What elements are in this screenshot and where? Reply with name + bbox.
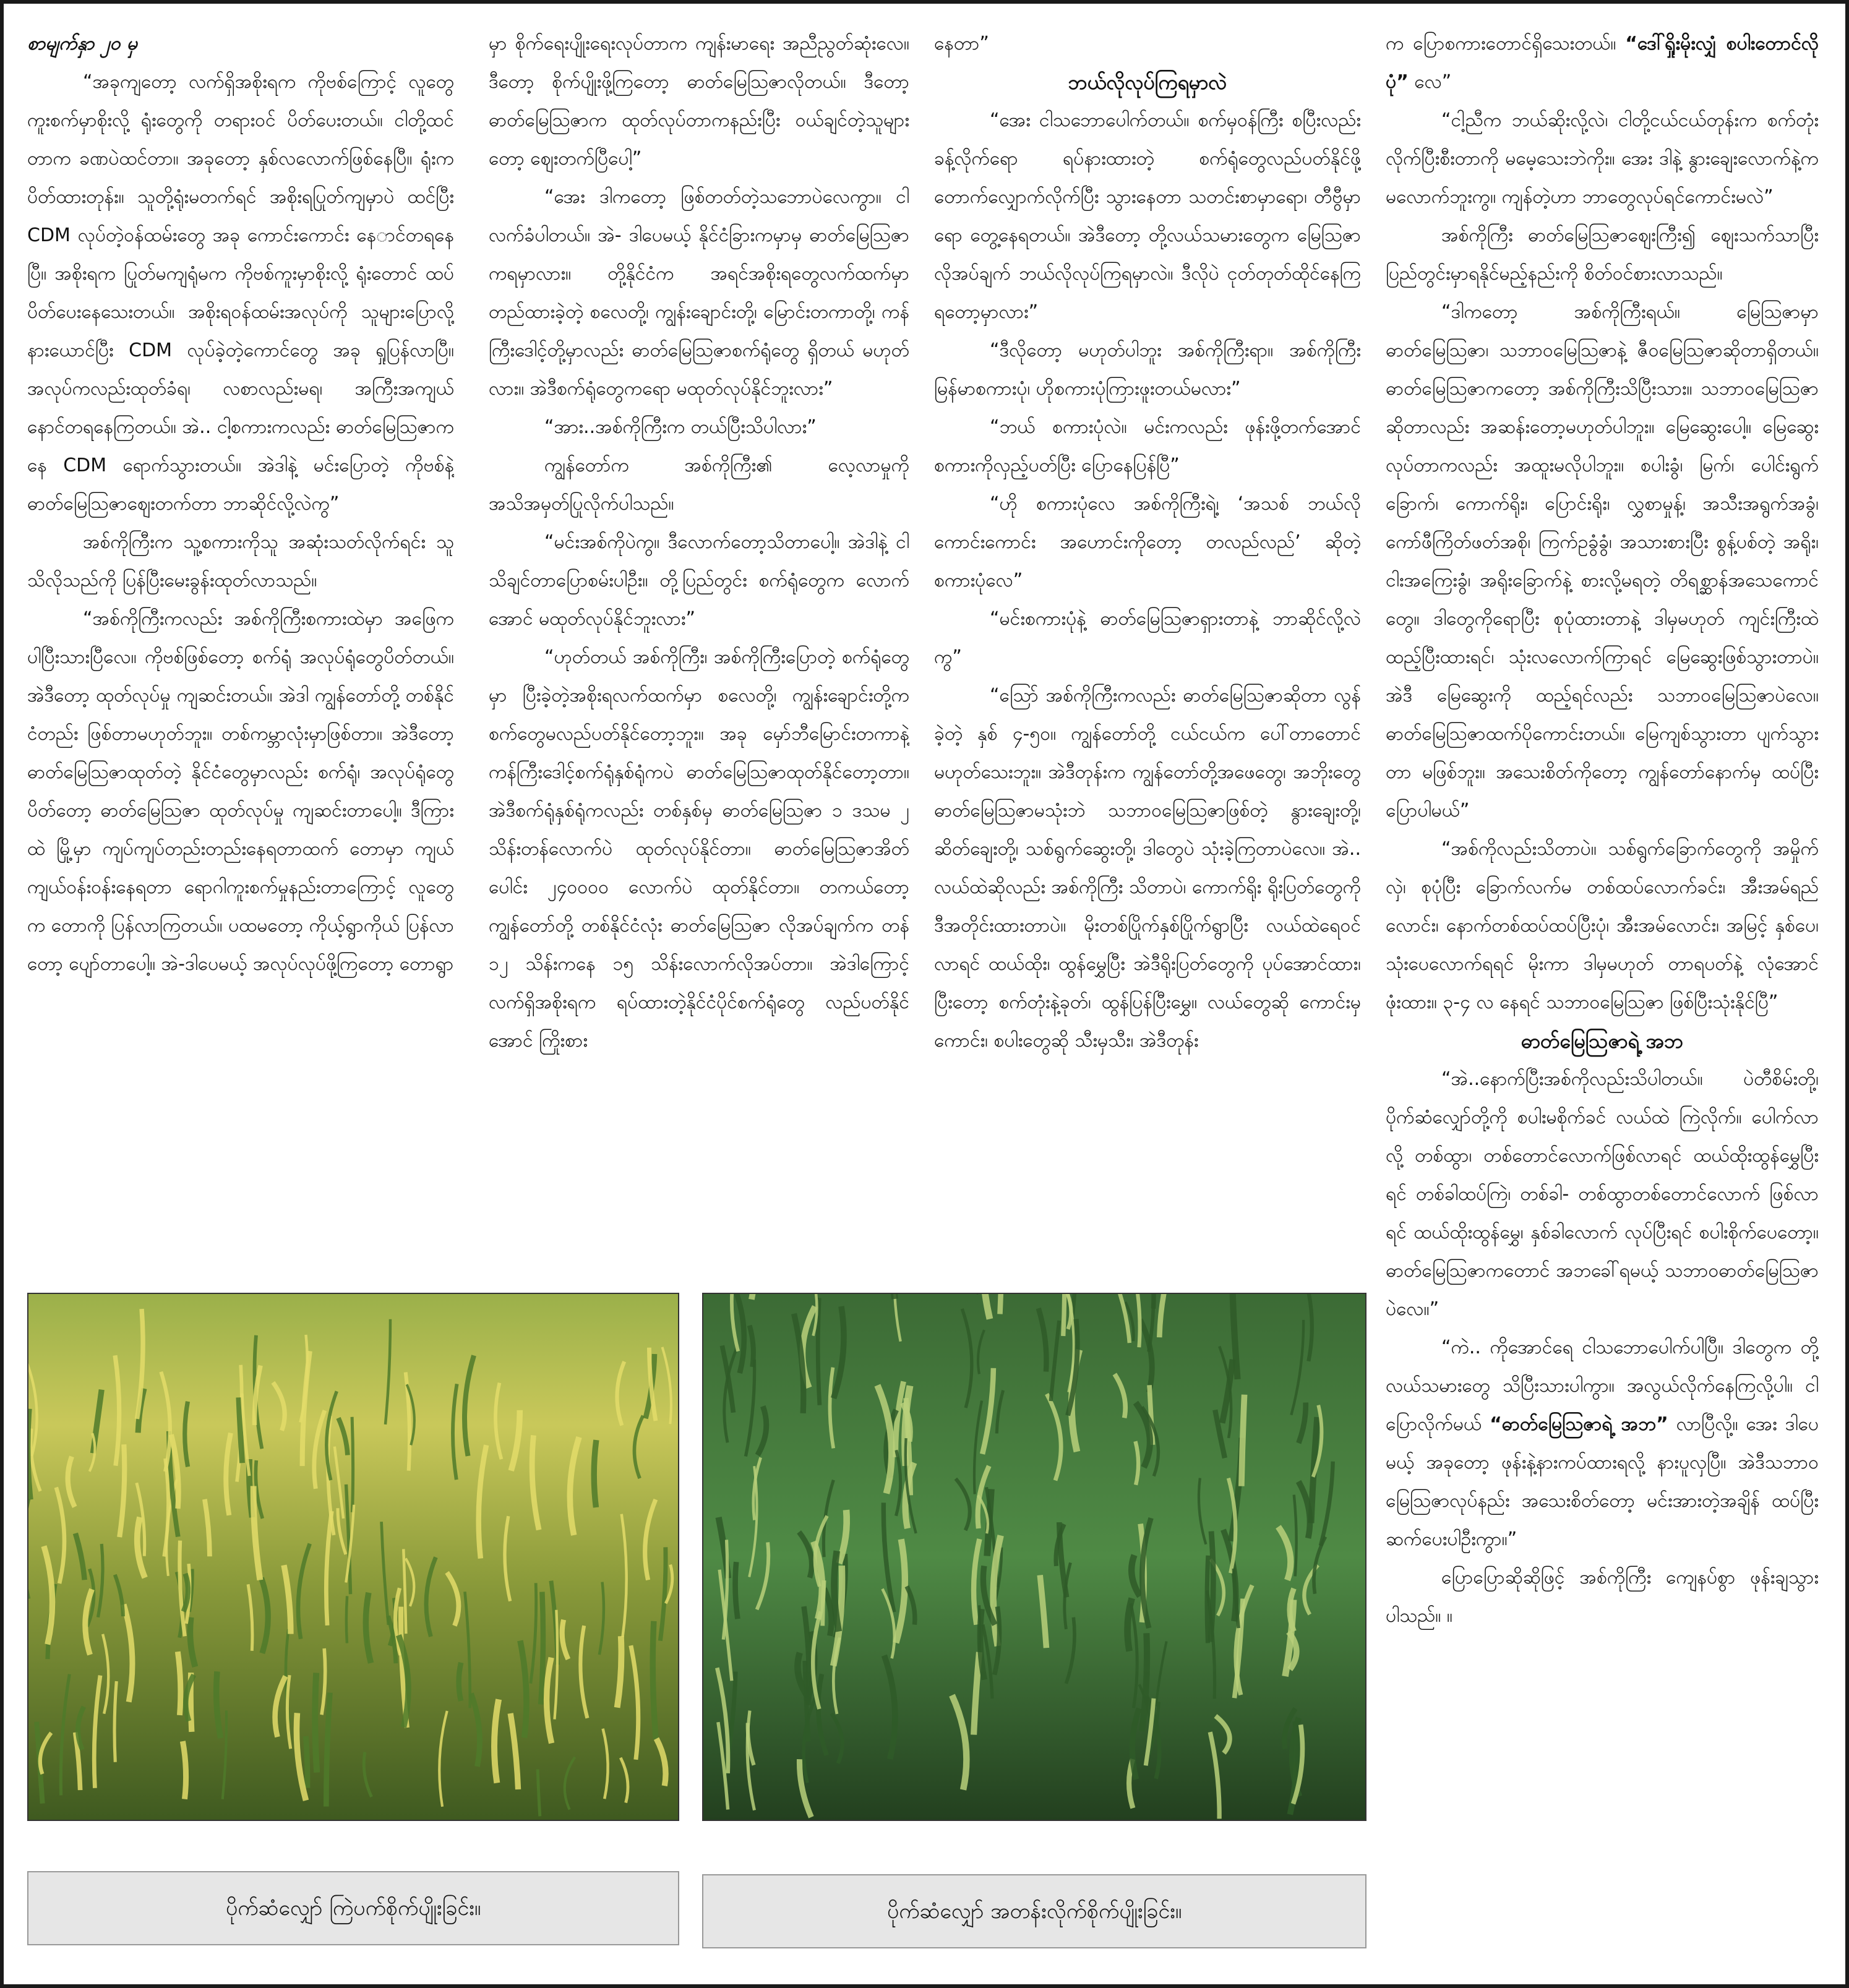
- field-photo-graphic: [703, 1294, 1365, 1820]
- plant-stalk: [594, 1440, 596, 1507]
- paragraph: [1386, 25, 1819, 101]
- plant-stalk: [736, 1562, 738, 1619]
- bold-quote: “ဓာတ်မြေဩဇာရဲ့ အဘ”: [1490, 1413, 1668, 1435]
- paragraph: “မင်းအစ်ကိုပဲကွ။ ဒီလောက်တော့သိတာပေါ့။ အဲဒါနဲ့ ငါသိချင်တာပြောစမ်းပါဦး။ တို့ပြည်တွင်း စက်ရုံတွေက လောက်အောင် မထုတ်လုပ်နိုင်ဘူးလား”: [489, 531, 909, 630]
- paragraph: “အဲ..နောက်ပြီးအစ်ကိုလည်းသိပါတယ်။ ပဲတီစိမ်းတို့၊ ပိုက်ဆံလျှော်တို့ကို စပါးမစိုက်ခင် လယ်ထဲ ကြဲလိုက်။ ပေါက်လာလို့ တစ်ထွာ၊ တစ်တောင်လောက်ဖြစ်လာရင် ထယ်ထိုးထွန်မွှေပြီးရင် တစ်ခါထပ်ကြဲ၊ တစ်ခါ- တစ်ထွာတစ်တောင်လောက် ဖြစ်လာရင် ထယ်ထိုးထွန်မွှေ၊ နှစ်ခါလောက် လုပ်ပြီးရင် စပါးစိုက်ပေတော့။ ဓာတ်မြေဩဇာကတောင် အဘခေါ်ရမယ့် သဘာဝဓာတ်မြေဩဇာပဲလေ။”: [1386, 1068, 1819, 1320]
- plant-stalk: [653, 1621, 656, 1739]
- paragraph: အစ်ကိုကြီး ဓာတ်မြေဩဇာဈေးကြီး၍ ဈေးသက်သာပြီး ပြည်တွင်းမှာရနိုင်မည့်နည်းကို စိတ်ဝင်စားလာသည်။: [1386, 225, 1819, 285]
- paragraph: “ဒီလိုတော့ မဟုတ်ပါဘူး အစ်ကိုကြီးရာ။ အစ်ကိုကြီး မြန်မာစကားပုံ၊ ဟိုစကားပုံကြားဖူးတယ်မလား”: [934, 340, 1361, 400]
- text-run: က ပြောစကားတောင်ရှိသေးတယ်။: [1386, 33, 1626, 54]
- article-column-4: [1386, 25, 1819, 1961]
- paragraph: “မင်းစကားပုံနဲ့ ဓာတ်မြေဩဇာရှားတာနဲ့ ဘာဆိုင်လို့လဲကွ”: [934, 608, 1361, 668]
- paragraph: “အစ်ကိုကြီးကလည်း အစ်ကိုကြီးစကားထဲမှာ အဖြေကပါပြီးသားပြီလေ။ ကိုဗစ်ဖြစ်တော့ စက်ရုံ အလုပ်ရုံတွေပိတ်တယ်။ အဲဒီတော့ ထုတ်လုပ်မှု ကျဆင်းတယ်။ အဲဒါ ကျွန်တော်တို့ တစ်နိုင်ငံတည်း ဖြစ်တာမဟုတ်ဘူး။ တစ်ကမ္ဘာလုံးမှာဖြစ်တာ။ အဲဒီတော့ ဓာတ်မြေဩဇာထုတ်တဲ့ နိုင်ငံတွေမှာလည်း စက်ရုံ၊ အလုပ်ရုံတွေပိတ်တော့ ဓာတ်မြေဩဇာ ထုတ်လုပ်မှု ကျဆင်းတာပေါ့။ ဒီကြားထဲ မြို့မှာ ကျပ်ကျပ်တည်းတည်းနေရတာထက် တောမှာ ကျယ်ကျယ်ဝန်းဝန်းနေရတာ ရောဂါကူးစက်မှုနည်းတာကြောင့် လူတွေက တောကို ပြန်လာကြတယ်။ ပထမတော့ ကိုယ့်ရွာကိုယ် ပြန်လာတော့ ပျော်တာပေါ့။ အဲ-ဒါပေမယ့် အလုပ်လုပ်ဖို့ကြတော့ တောရွာ: [27, 608, 454, 975]
- paragraph: နေတာ”: [934, 33, 989, 54]
- page-continuation-label: စာမျက်နှာ ၂၀ မှ: [27, 33, 137, 54]
- paragraph: [1386, 1329, 1819, 1559]
- plant-stalk: [541, 1592, 543, 1705]
- article-column-3: [934, 25, 1361, 1280]
- paragraph: “ငါ့ညီက ဘယ်ဆိုးလို့လဲ၊ ငါတို့ငယ်ငယ်တုန်းက စက်တုံးလိုက်ပြီးစီးတာကို မမေ့သေးဘဲကိုး။ အေး ဒါနဲ့ နွားချေးလောက်နဲ့က မလောက်ဘူးကွ။ ကျန်တဲ့ဟာ ဘာတွေလုပ်ရင်ကောင်းမလဲ”: [1386, 109, 1819, 208]
- paragraph: “ဘယ် စကားပုံလဲ။ မင်းကလည်း ဖုန်းဖို့တက်အောင် စကားကိုလှည့်ပတ်ပြီး ပြောနေပြန်ပြီ”: [934, 416, 1361, 476]
- plant-stalk: [306, 1736, 307, 1788]
- plant-stalk: [178, 1652, 181, 1715]
- paragraph: ကျွန်တော်က အစ်ကိုကြီး၏ လေ့လာမှုကို အသိအမှတ်ပြုလိုက်ပါသည်။: [489, 455, 909, 515]
- plant-stalk: [1211, 1532, 1214, 1642]
- bold-quote: “ဒေါ်ရှိုးမိုးလျှံ စပါးတောင်လိုပုံ”: [1386, 33, 1819, 93]
- article-column-2: [489, 25, 909, 1280]
- plant-stalk: [346, 1596, 347, 1643]
- plant-stalk: [1000, 1294, 1002, 1314]
- plant-stalk: [352, 1417, 353, 1512]
- paragraph: မှာ စိုက်ရေးပျိုးရေးလုပ်တာက ကျန်းမာရေး အညီညွတ်ဆုံးလေ။ ဒီတော့ စိုက်ပျိုးဖို့ကြတော့ ဓာတ်မြေဩဇာလိုတယ်။ ဒီတော့ ဓာတ်မြေဩဇာက ထုတ်လုပ်တာကနည်းပြီး ဝယ်ချင်တဲ့သူများတော့ ဈေးတက်ပြီပေါ့”: [489, 33, 909, 169]
- section-heading: ဘယ်လိုလုပ်ကြရမှာလဲ: [1068, 71, 1227, 94]
- paragraph: “အား..အစ်ကိုကြီးက တယ်ပြီးသိပါလား”: [544, 416, 817, 438]
- plant-stalk: [1063, 1294, 1065, 1336]
- paragraph: “ဒါကတော့ အစ်ကိုကြီးရယ်။ မြေဩဇာမှာ ဓာတ်မြေဩဇာ၊ သဘာဝမြေဩဇာနဲ့ ဇီဝမြေဩဇာဆိုတာရှိတယ်။ ဓာတ်မြေဩဇာကတော့ အစ်ကိုကြီးသိပြီးသား။ သဘာဝမြေဩဇာဆိုတာလည်း အဆန်းတော့မဟုတ်ပါဘူး။ မြေဆွေးပေါ့။ မြေဆွေးလုပ်တာကလည်း အထူးမလိုပါဘူး။ စပါးခွံ၊ မြက်၊ ပေါင်းရွက်ခြောက်၊ ကောက်ရိုး၊ ပြောင်းရိုး၊ လွှစာမှုန့်၊ အသီးအရွက်အခွံ၊ ကော်ဖီကြိတ်ဖတ်အစို၊ ကြက်ဥခွံခွံ၊ အသားစားပြီး စွန့်ပစ်တဲ့ အရိုး၊ ငါးအကြေးခွံ၊ အရိုးခြောက်နဲ့ စားလို့မရတဲ့ တိရစ္ဆာန်အသေကောင်တွေ။ ဒါတွေကိုရောပြီး စုပုံထားတာနဲ့ ဒါမှမဟုတ် ကျင်းကြီးထဲ ထည့်ပြီးထားရင်၊ သုံးလလောက်ကြာရင် မြေဆွေးဖြစ်သွားတာပဲ။ အဲဒီ မြေဆွေးကို ထည့်ရင်လည်း သဘာဝမြေဩဇာပဲလေ။ ဓာတ်မြေဩဇာထက်ပိုကောင်းတယ်။ မြေကျစ်သွားတာ ပျက်သွားတာ မဖြစ်ဘူး။ အသေးစိတ်ကိုတော့ ကျွန်တော်နောက်မှ ထပ်ပြီး ပြောပါမယ်”: [1386, 301, 1819, 821]
- article-column-1: [27, 25, 454, 1280]
- plant-stalk: [823, 1580, 824, 1626]
- plant-stalk: [1207, 1556, 1208, 1643]
- text-run: လေ”: [1408, 71, 1452, 93]
- photo-row-planting: [702, 1293, 1366, 1821]
- paragraph: “အစ်ကိုလည်းသိတာပဲ။ သစ်ရွက်ခြောက်တွေကို အမှိုက်လှဲ၊ စုပုံပြီး ခြောက်လက်မ တစ်ထပ်လောက်ခင်း၊ အီးအမ်ရည်လောင်း၊ နောက်တစ်ထပ်ထပ်ပြီးပုံ၊ အီးအမ်လောင်း၊ အမြင့် နှစ်ပေ၊ သုံးပေလောက်ရရင် မိုးကာ ဒါမှမဟုတ် တာရပတ်နဲ့ လုံအောင်ဖုံးထား။ ၃-၄ လ နေရင် သဘာဝမြေဩဇာ ဖြစ်ပြီးသုံးနိုင်ပြီ”: [1386, 838, 1819, 1013]
- paragraph: “အေး ဒါကတော့ ဖြစ်တတ်တဲ့သဘောပဲလေကွာ။ ငါလက်ခံပါတယ်။ အဲ- ဒါပေမယ့် နိုင်ငံခြားကမှာမှ ဓာတ်မြေဩဇာကရမှာလား။ တို့နိုင်ငံက အရင်အစိုးရတွေလက်ထက်မှာ တည်ထားခဲ့တဲ့ စလေတို့၊ ကျွန်းချောင်းတို့၊ မြောင်းတကာတို့၊ ကန်ကြီးဒေါင့်တို့မှာလည်း ဓာတ်မြေဩဇာစက်ရုံတွေ ရှိတယ် မဟုတ်လား။ အဲဒီစက်ရုံတွေကရော မထုတ်လုပ်နိုင်ဘူးလား”: [489, 186, 909, 400]
- photo-broadcast-sowing: [27, 1293, 679, 1821]
- plant-stalk: [182, 1741, 186, 1799]
- paragraph: “အေး ငါသဘောပေါက်တယ်။ စက်မှဝန်ကြီး စပြီးလည်း ခန့်လိုက်ရော ရပ်နားထားတဲ့ စက်ရုံတွေလည်ပတ်နိုင်ဖို့ တောက်လျှောက်လိုက်ပြီး သွားနေတာ သတင်းစာမှာရော၊ တီဗွီမှာရော တွေ့နေရတယ်။ အဲဒီတော့ တို့လယ်သမားတွေက မြေဩဇာလိုအပ်ချက် ဘယ်လိုလုပ်ကြရမှာလဲ။ ဒီလိုပဲ ငုတ်တုတ်ထိုင်နေကြရတော့မှာလား”: [934, 109, 1361, 323]
- caption-photo-2: ပိုက်ဆံလျှော် အတန်းလိုက်စိုက်ပျိုးခြင်း။: [702, 1874, 1366, 1948]
- paragraph: ပြောပြောဆိုဆိုဖြင့် အစ်ကိုကြီး ကျေနပ်စွာ ဖုန်းချသွားပါသည်။ ။: [1386, 1567, 1819, 1627]
- plant-stalk: [1242, 1395, 1245, 1486]
- plant-stalk: [28, 1409, 30, 1500]
- section-heading: ဓာတ်မြေဩဇာရဲ့ အဘ: [1521, 1029, 1684, 1053]
- paragraph: “အခုကျတော့ လက်ရှိအစိုးရက ကိုဗစ်ကြောင့် လူတွေကူးစက်မှာစိုးလို့ ရုံးတွေကို တရားဝင် ပိတ်ပေးတယ်။ ငါတို့ထင်တာက ခဏပဲထင်တာ။ အခုတော့ နှစ်လလောက်ဖြစ်နေပြီ။ ရုံးက ပိတ်ထားတုန်း။ သူတို့ရုံးမတက်ရင် အစိုးရပြုတ်ကျမှာပဲ ထင်ပြီး CDM လုပ်တဲ့ဝန်ထမ်းတွေ အခု ကောင်းကောင်း နေ‌ာင်တရနေပြီ။ အစိုးရက ပြုတ်မကျရုံမက ကိုဗစ်ကူးမှာစိုးလို့ ရုံးတောင် ထပ်ပိတ်ပေးနေသေးတယ်။ အစိုးရဝန်ထမ်းအလုပ်ကို သူများပြောလို့ နားယောင်ပြီး CDM လုပ်ခဲ့တဲ့ကောင်တွေ အခု ရှုပြန်လာပြီ။ အလုပ်ကလည်းထုတ်ခံရ၊ လစာလည်းမရ၊ အကြီးအကျယ်နောင်တရနေကြတယ်။ အဲ.. ငါ့စကားကလည်း ဓာတ်မြေဩဇာကနေ CDM ရောက်သွားတယ်။ အဲဒါနဲ့ မင်းပြောတဲ့ ကိုဗစ်နဲ့ ဓာတ်မြေဩဇာဈေးတက်တာ ဘာဆိုင်လို့လဲကွ”: [27, 71, 454, 515]
- paragraph: “ဟို စကားပုံလေ အစ်ကိုကြီးရဲ့၊ ‘အသစ် ဘယ်လိုကောင်းကောင်း အဟောင်းကိုတော့ တလည်လည်’ ဆိုတဲ့ စကားပုံလေ”: [934, 493, 1361, 591]
- plant-stalk: [315, 1673, 317, 1773]
- caption-photo-1: ပိုက်ဆံလျှော် ကြဲပက်စိုက်ပျိုးခြင်း။: [27, 1871, 679, 1945]
- paragraph: “သြော် အစ်ကိုကြီးကလည်း ဓာတ်မြေဩဇာဆိုတာ လွန်ခဲ့တဲ့ နှစ် ၄-၅၀။ ကျွန်တော်တို့ ငယ်ငယ်က ပေါ်တာတောင်မဟုတ်သေးဘူး။ အဲဒီတုန်းက ကျွန်တော်တို့အဖေတွေ၊ အဘိုးတွေ ဓာတ်မြေဩဇာမသုံးဘဲ သဘာဝမြေဩဇာဖြစ်တဲ့ နွားချေးတို့၊ ဆိတ်ချေးတို့၊ သစ်ရွက်ဆွေးတို့၊ ဒါတွေပဲ သုံးခဲ့ကြတာပဲလေ။ အဲ.. လယ်ထဲဆိုလည်း အစ်ကိုကြီး သိတာပဲ၊ ကောက်ရိုး ရိုးပြတ်တွေကို ဒီအတိုင်းထားတာပဲ။ မိုးတစ်ပြိုက်နှစ်ပြိုက်ရွာပြီး လယ်ထဲရေဝင်လာရင် ထယ်ထိုး၊ ထွန်မွှေပြီး အဲဒီရိုးပြတ်တွေကို ပုပ်အောင်ထား၊ ပြီးတော့ စက်တုံးနဲ့ခုတ်၊ ထွန်ပြန်ပြီးမွှေ။ လယ်တွေဆို ကောင်းမှကောင်း၊ စပါးတွေဆို သီးမှသီး၊ အဲဒီတုန်း: [934, 685, 1361, 1052]
- plant-stalk: [818, 1298, 820, 1405]
- field-photo-graphic: [28, 1294, 678, 1820]
- paragraph: “ဟုတ်တယ် အစ်ကိုကြီး၊ အစ်ကိုကြီးပြောတဲ့ စက်ရုံတွေမှာ ပြီးခဲ့တဲ့အစိုးရလက်ထက်မှာ စလေတို့၊ ကျွန်းချောင်းတို့က စက်တွေမလည်ပတ်နိုင်တော့ဘူး။ အခု မှော်ဘီမြောင်းတကာနဲ့ ကန်ကြီးဒေါင့်စက်ရုံနှစ်ရုံကပဲ ဓာတ်မြေဩဇာထုတ်နိုင်တော့တာ။ အဲဒီစက်ရုံနှစ်ရုံကလည်း တစ်နှစ်မှ ဓာတ်မြေဩဇာ ၁ ဒသမ ၂ သိန်းတန်လောက်ပဲ ထုတ်လုပ်နိုင်တာ။ ဓာတ်မြေဩဇာအိတ်ပေါင်း ၂၄၀၀၀၀ လောက်ပဲ ထုတ်နိုင်တာ။ တကယ်တော့ ကျွန်တော်တို့ တစ်နိုင်ငံလုံး ဓာတ်မြေဩဇာ လိုအပ်ချက်က တန် ၁၂ သိန်းကနေ ၁၅ သိန်းလောက်လိုအပ်တာ။ အဲဒါကြောင့် လက်ရှိအစိုးရက ရပ်ထားတဲ့နိုင်ငံပိုင်စက်ရုံတွေ လည်ပတ်နိုင်အောင် ကြိုးစား: [489, 646, 909, 1052]
- plant-stalk: [459, 1663, 461, 1701]
- paragraph: အစ်ကိုကြီးက သူ့စကားကိုသူ အဆုံးသတ်လိုက်ရင်း သူသိလိုသည်ကို ပြန်ပြီးမေးခွန်းထုတ်လာသည်။: [27, 531, 454, 591]
- text-run: “ကဲ.. ကိုအောင်ရေ ငါသဘောပေါက်ပါပြီ။ ဒါတွေက တို့လယ်သမားတွေ သိပြီးသားပါကွာ။ အလွယ်လိုက်နေကြလို့ပါ။ ငါပြောလိုက်မယ်: [1386, 1337, 1819, 1435]
- text-run: လာပြီလို့။ အေး ဒါပေမယ့် အခုတော့ ဖုန်းနဲ့နားကပ်ထားရလို့ နားပူလှပြီ။ အဲဒီသဘာဝမြေဩဇာလုပ်နည်း အသေးစိတ်တော့ မင်းအားတဲ့အချိန် ထပ်ပြီးဆက်ပေးပါဦးကွာ။”: [1386, 1413, 1819, 1550]
